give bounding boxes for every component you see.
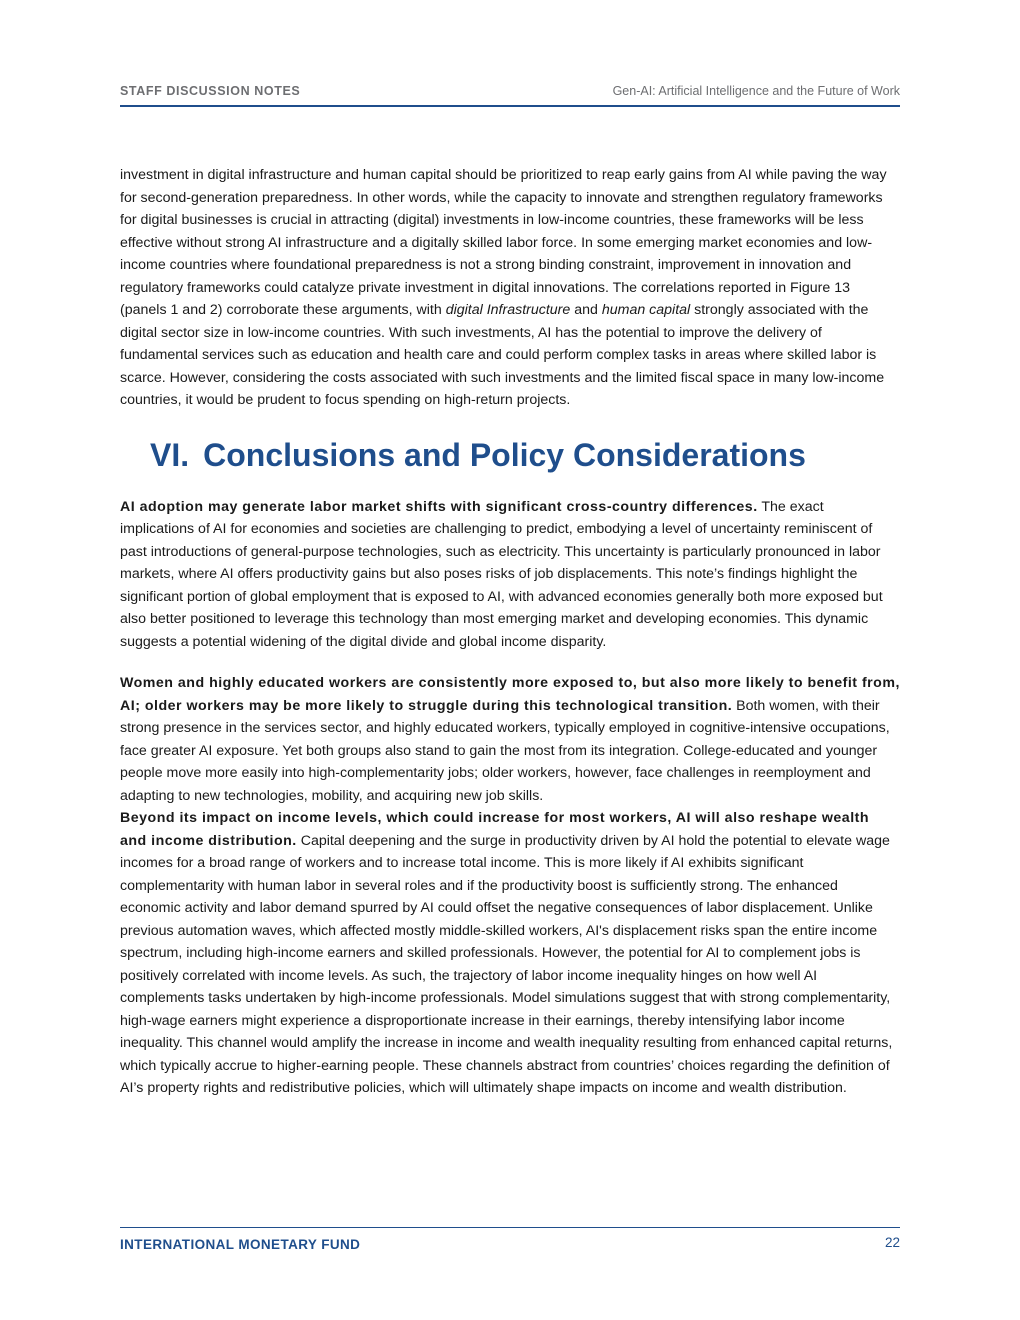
- document-body: [120, 164, 900, 1100]
- paragraph-1-body: The exact implications of AI for economies and societies are challenging to predict, embodying a level of uncertainty reminiscent of past introductions of general-purpose technologies, such as electricity. This uncertainty is particularly pronounced in labor markets, where AI offers productivity gains but also poses risks of job displacements. This note’s findings highlight the significant portion of global employment that is exposed to AI, with advanced economies generally both more exposed but also better positioned to leverage this technology than most emerging market and developing economies. This dynamic suggests a potential widening of the digital divide and global income disparity.: [120, 498, 883, 650]
- page-number: 22: [884, 1235, 900, 1250]
- page-header-right: Gen-AI: Artificial Intelligence and the Future of Work: [612, 84, 900, 98]
- paragraph-1: [120, 496, 900, 654]
- footer-publisher: INTERNATIONAL MONETARY FUND: [120, 1237, 361, 1252]
- paragraph-2-body: Both women, with their strong presence in the services sector, and highly educated workers, typically employed in cognitive-intensive occupations, face greater AI exposure. Yet both groups also stand to gain the most from its integration. College-educated and younger people move more easily into high-complementarity jobs; older workers, however, face challenges in reemployment and adapting to new technologies, mobility, and acquiring new job skills.: [120, 697, 890, 804]
- intro-text-1: investment in digital infrastructure and human capital should be prioritized to reap early gains from AI while paving the way for second-generation preparedness. In other words, while the capacity to innovate and strengthen regulatory frameworks for digital businesses is crucial in attracting (digital) investments in low-income countries, these frameworks will be less effective without strong AI infrastructure and a digitally skilled labor force. In some emerging market economies and low-income countries where foundational preparedness is not a strong binding constraint, improvement in innovation and regulatory frameworks could catalyze private investment in digital innovations. The correlations reported in Figure 13 (panels 1 and 2) corroborate these arguments, with: [120, 167, 887, 318]
- footer-rule: [120, 1227, 900, 1228]
- paragraph-3-body: Capital deepening and the surge in productivity driven by AI hold the potential to elevate wage incomes for a broad range of workers and to increase total income. This is more likely if AI exhibits significant complementarity with human labor in several roles and if the productivity boost is sufficiently strong. The enhanced economic activity and labor demand spurred by AI could offset the negative consequences of labor displacement. Unlike previous automation waves, which affected mostly middle-skilled workers, AI's displacement risks span the entire income spectrum, including high-income earners and skilled professionals. However, the potential for AI to complement jobs is positively correlated with income levels. As such, the trajectory of labor income inequality hinges on how well AI complements tasks undertaken by high-income professionals. Model simulations suggest that with strong complementarity, high-wage earners might experience a disproportionate increase in their earnings, thereby intensifying labor income inequality. This channel would amplify the increase in income and wealth inequality resulting from enhanced capital returns, which typically accrue to higher-earning people. These channels abstract from countries’ choices regarding the definition of AI’s property rights and redistributive policies, which will ultimately shape impacts on income and wealth distribution.: [120, 832, 893, 1096]
- intro-text-2: and: [570, 302, 602, 318]
- section-heading: [150, 435, 900, 475]
- paragraph-2: [120, 672, 900, 807]
- section-number: VI.: [150, 436, 190, 473]
- header-rule: [120, 105, 900, 107]
- paragraph-2-lead: Women and highly educated workers are consistently more exposed to, but also more likely to benefit from, AI; older workers may be more likely to struggle during this technological transition.: [120, 675, 900, 714]
- intro-paragraph: [120, 164, 900, 412]
- intro-text-3: strongly associated with the digital sector size in low-income countries. With such investments, AI has the potential to improve the delivery of fundamental services such as education and health care and could perform complex tasks in areas where skilled labor is scarce. However, considering the costs associated with such investments and the limited fiscal space in many low-income countries, it would be prudent to focus spending on high-return projects.: [120, 302, 885, 408]
- page-header-left: STAFF DISCUSSION NOTES: [120, 84, 301, 98]
- intro-italic-1: digital Infrastructure: [445, 302, 571, 318]
- intro-italic-2: human capital: [601, 302, 691, 318]
- paragraph-3: [120, 807, 900, 1100]
- section-title: Conclusions and Policy Considerations: [203, 436, 806, 473]
- paragraph-1-lead: AI adoption may generate labor market shifts with significant cross-country differences.: [120, 498, 758, 515]
- paragraph-3-lead: Beyond its impact on income levels, which could increase for most workers, AI will also reshape wealth and income distribution.: [120, 810, 870, 849]
